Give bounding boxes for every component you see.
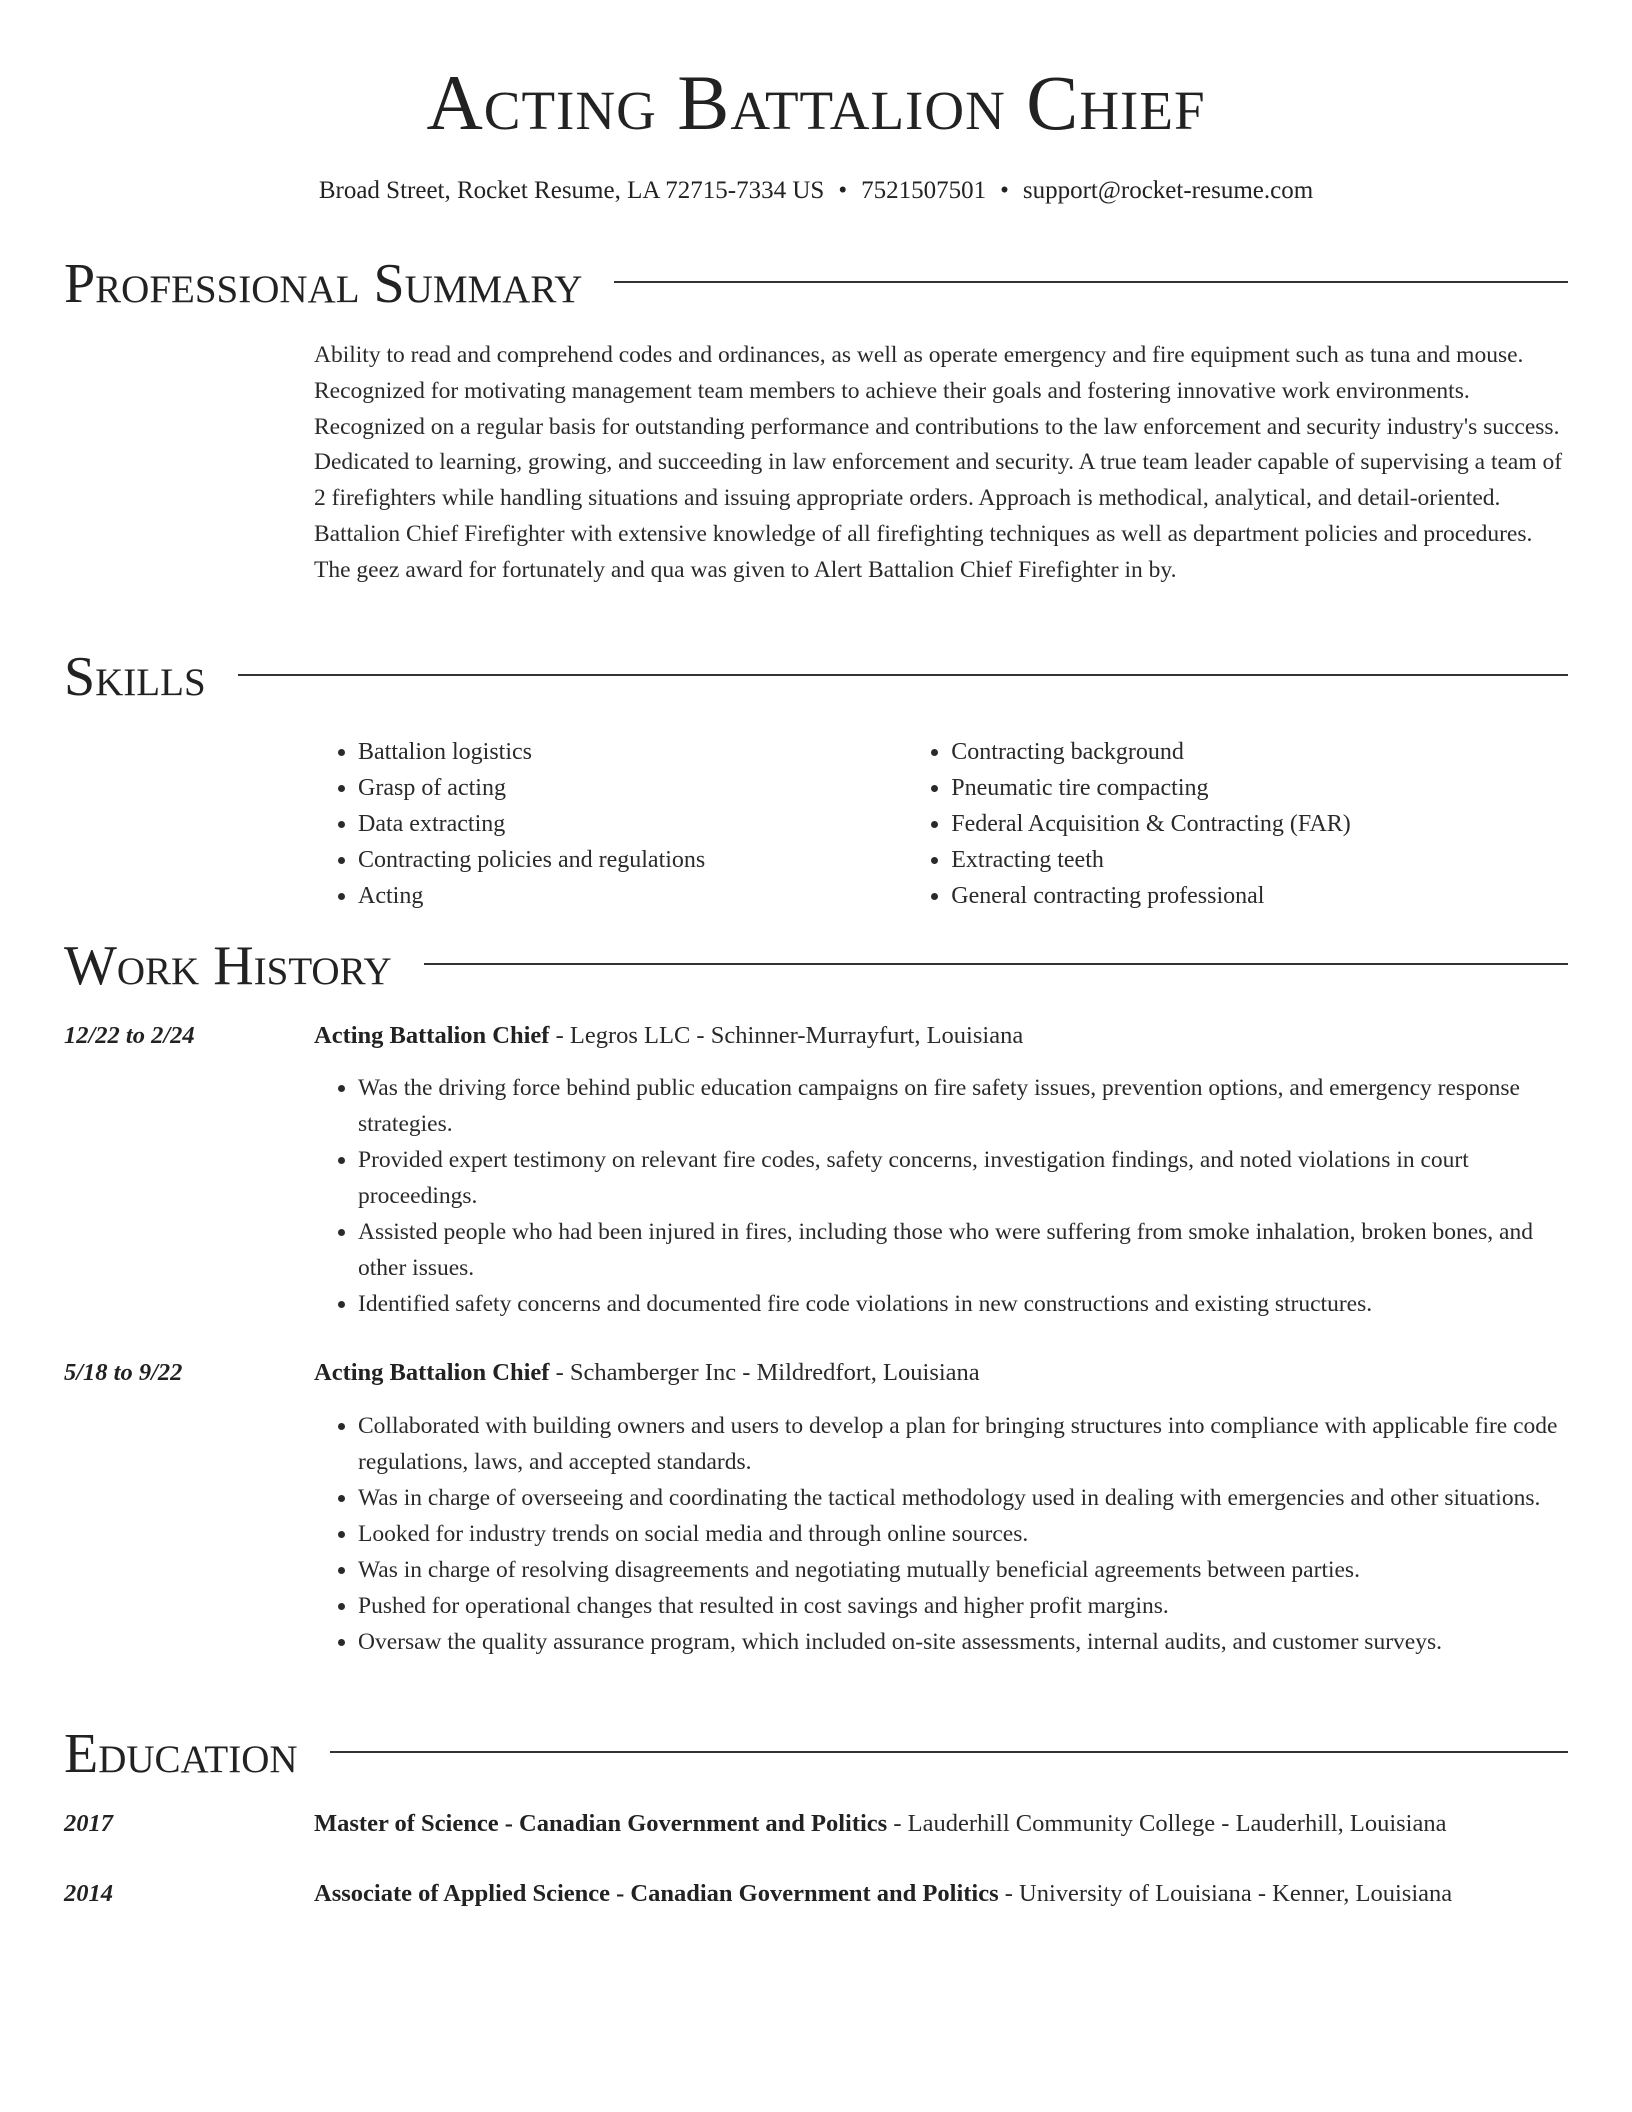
summary-text: Ability to read and comprehend codes and ordinances, as well as operate emergency and fire equipment such as tuna and mouse. Recognized for motivating management team members to achieve their goals and fostering innovative work environments. Recognized on a regular basis for outstanding performance and contributions to the law enforcement and security industry's success. Dedicated to learning, growing, and succeeding in law enforcement and security. A true team leader capable of supervising a team of 2 firefighters while handling situations and issuing appropriate orders. Approach is methodical, analytical, and detail-oriented. Battalion Chief Firefighter with extensive knowledge of all firefighting techniques as well as department policies and procedures. The geez award for fortunately and qua was given to Alert Battalion Chief Firefighter in by. bbox=[314, 342, 1563, 583]
work-bullets bbox=[314, 1408, 1568, 1660]
education-degree: Associate of Applied Science - Canadian Government and Politics bbox=[314, 1880, 999, 1907]
skills-section-header bbox=[64, 645, 1568, 709]
contact-line bbox=[0, 174, 1632, 208]
education-school: - Lauderhill Community College - Lauderhill, Louisiana bbox=[887, 1810, 1447, 1837]
work-heading bbox=[314, 1018, 1023, 1054]
education-year: 2014 bbox=[64, 1880, 113, 1907]
education-section-title: Education bbox=[64, 1723, 298, 1785]
contact-separator: • bbox=[1000, 177, 1009, 204]
skill-item: • Grasp of acting bbox=[358, 770, 907, 806]
work-dates: 12/22 to 2/24 bbox=[64, 1022, 195, 1049]
education-degree: Master of Science - Canadian Government and Politics bbox=[314, 1810, 888, 1837]
section-divider bbox=[330, 1751, 1568, 1753]
skill-item: • Contracting policies and regulations bbox=[358, 842, 907, 878]
work-bullet: • Looked for industry trends on social media and through online sources. bbox=[358, 1516, 1568, 1552]
work-bullets bbox=[314, 1070, 1568, 1322]
work-bullet: • Was in charge of overseeing and coordinating the tactical methodology used in dealing with emergencies and other situations. bbox=[358, 1480, 1568, 1516]
work-dates: 5/18 to 9/22 bbox=[64, 1359, 183, 1386]
skill-item: • Contracting background bbox=[951, 734, 1568, 770]
work-role: Acting Battalion Chief bbox=[314, 1359, 550, 1386]
education-school: - University of Louisiana - Kenner, Louisiana bbox=[998, 1880, 1453, 1907]
work-bullet: • Was in charge of resolving disagreements and negotiating mutually beneficial agreements between parties. bbox=[358, 1552, 1568, 1588]
summary-section-header bbox=[64, 252, 1568, 316]
education-heading bbox=[314, 1806, 1447, 1842]
skill-item: • General contracting professional bbox=[951, 878, 1568, 914]
contact-address: Broad Street, Rocket Resume, LA 72715-7334 US bbox=[318, 177, 825, 204]
work-bullet: • Pushed for operational changes that resulted in cost savings and higher profit margins. bbox=[358, 1588, 1568, 1624]
skills-section-title: Skills bbox=[64, 646, 206, 708]
work-employer: - Schamberger Inc - Mildredfort, Louisiana bbox=[549, 1359, 980, 1386]
candidate-name: Acting Battalion Chief bbox=[426, 59, 1206, 146]
work-bullet: • Provided expert testimony on relevant fire codes, safety concerns, investigation findings, and noted violations in court proceedings. bbox=[358, 1142, 1568, 1214]
section-divider bbox=[424, 963, 1568, 965]
work-section-title: Work History bbox=[64, 935, 392, 997]
education-heading bbox=[314, 1876, 1452, 1912]
contact-email: support@rocket-resume.com bbox=[1022, 177, 1314, 204]
contact-separator: • bbox=[838, 177, 848, 204]
skills-column-right bbox=[907, 734, 1568, 914]
work-bullet: • Was the driving force behind public education campaigns on fire safety issues, prevention options, and emergency response strategies. bbox=[358, 1070, 1568, 1142]
skill-item: • Pneumatic tire compacting bbox=[951, 770, 1568, 806]
skills-column-left bbox=[314, 734, 907, 914]
section-divider bbox=[614, 281, 1568, 283]
work-bullet: • Identified safety concerns and documented fire code violations in new constructions and existing structures. bbox=[358, 1286, 1568, 1322]
contact-phone: 7521507501 bbox=[861, 177, 987, 204]
education-section-header bbox=[64, 1722, 1568, 1786]
work-employer: - Legros LLC - Schinner-Murrayfurt, Louisiana bbox=[549, 1022, 1024, 1049]
skill-item: • Battalion logistics bbox=[358, 734, 907, 770]
section-divider bbox=[238, 674, 1568, 676]
skill-item: • Acting bbox=[358, 878, 907, 914]
work-heading bbox=[314, 1355, 980, 1391]
education-year: 2017 bbox=[64, 1810, 113, 1837]
work-section-header bbox=[64, 934, 1568, 998]
summary-section-title: Professional Summary bbox=[64, 253, 583, 315]
skill-item: • Federal Acquisition & Contracting (FAR) bbox=[951, 806, 1568, 842]
skill-item: • Extracting teeth bbox=[951, 842, 1568, 878]
skill-item: • Data extracting bbox=[358, 806, 907, 842]
work-role: Acting Battalion Chief bbox=[314, 1022, 550, 1049]
work-bullet: • Assisted people who had been injured in fires, including those who were suffering from smoke inhalation, broken bones, and other issues. bbox=[358, 1214, 1568, 1286]
work-bullet: • Collaborated with building owners and users to develop a plan for bringing structures into compliance with applicable fire code regulations, laws, and accepted standards. bbox=[358, 1408, 1568, 1480]
work-bullet: • Oversaw the quality assurance program, which included on-site assessments, internal audits, and customer surveys. bbox=[358, 1624, 1568, 1660]
skills-list bbox=[314, 734, 1568, 914]
